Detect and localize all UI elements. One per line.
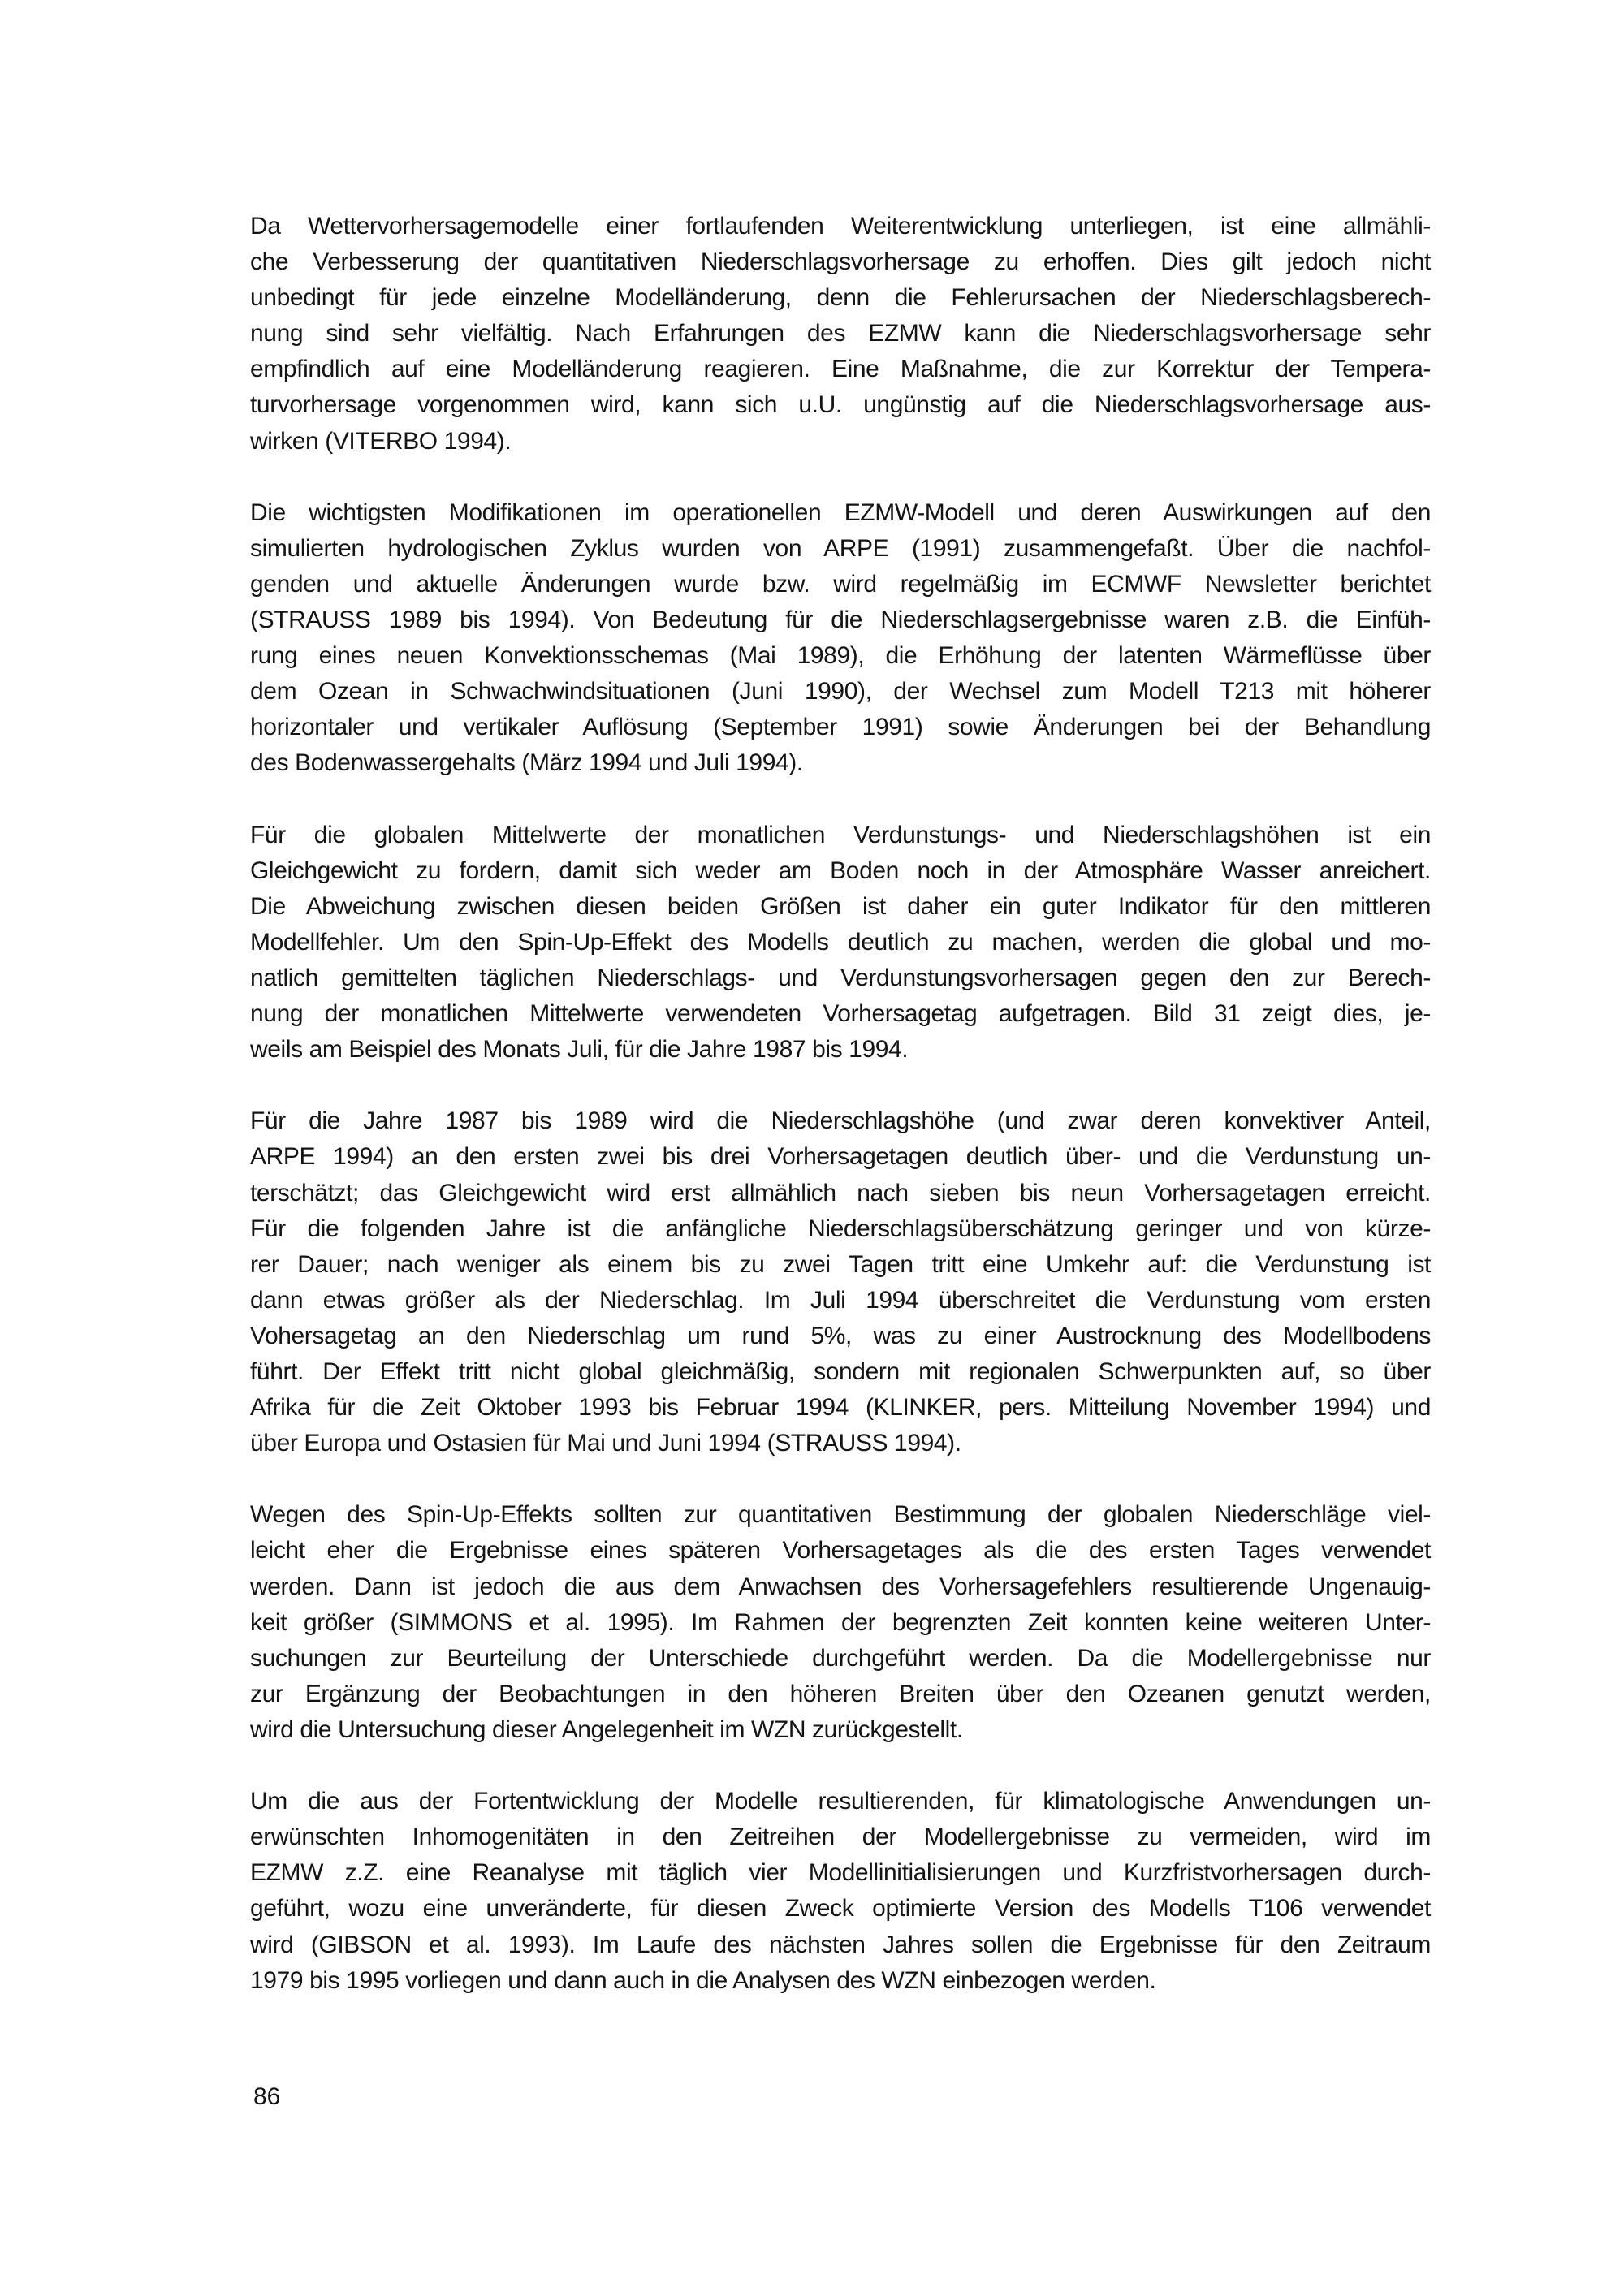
text-line: Vohersagetag an den Niederschlag um rund 5%, was zu einer Austrocknung des Modellbodens (250, 1322, 1431, 1349)
text-line: Für die Jahre 1987 bis 1989 wird die Niederschlagshöhe (und zwar deren konvektiver Anteil, (250, 1107, 1431, 1135)
paragraph (250, 495, 1431, 782)
text-line: Da Wettervorhersagemodelle einer fortlaufenden Weiterentwicklung unterliegen, ist eine allmähli- (250, 213, 1431, 240)
page-number: 86 (253, 2083, 281, 2110)
text-line: simulierten hydrologischen Zyklus wurden von ARPE (1991) zusammengefaßt. Über die nachfol- (250, 534, 1431, 562)
text-line: wird (GIBSON et al. 1993). Im Laufe des nächsten Jahres sollen die Ergebnisse für den Zeitraum (250, 1931, 1431, 1958)
paragraph (250, 209, 1431, 460)
text-line: Wegen des Spin-Up-Effekts sollten zur quantitativen Bestimmung der globalen Niederschläge viel- (250, 1501, 1431, 1529)
text-line: Für die globalen Mittelwerte der monatlichen Verdunstungs- und Niederschlagshöhen ist ein (250, 821, 1431, 848)
text-line: dann etwas größer als der Niederschlag. Im Juli 1994 überschreitet die Verdunstung vom ersten (250, 1286, 1431, 1314)
text-line: Die wichtigsten Modifikationen im operationellen EZMW-Modell und deren Auswirkungen auf den (250, 498, 1431, 526)
text-line: des Bodenwassergehalts (März 1994 und Juli 1994). (250, 749, 803, 777)
text-line: turvorhersage vorgenommen wird, kann sich u.U. ungünstig auf die Niederschlagsvorhersage aus- (250, 391, 1431, 419)
text-line: zur Ergänzung der Beobachtungen in den höheren Breiten über den Ozeanen genutzt werden, (250, 1680, 1431, 1707)
text-line: weils am Beispiel des Monats Juli, für die Jahre 1987 bis 1994. (250, 1036, 909, 1064)
text-line: werden. Dann ist jedoch die aus dem Anwachsen des Vorhersagefehlers resultierende Ungenauig- (250, 1573, 1431, 1600)
text-line: Um die aus der Fortentwicklung der Modelle resultierenden, für klimatologische Anwendungen un- (250, 1788, 1431, 1815)
text-line: genden und aktuelle Änderungen wurde bzw. wird regelmäßig im ECMWF Newsletter berichtet (250, 570, 1431, 598)
text-line: natlich gemittelten täglichen Niederschlags- und Verdunstungsvorhersagen gegen den zur Berech- (250, 964, 1431, 991)
text-line: nung sind sehr vielfältig. Nach Erfahrungen des EZMW kann die Niederschlagsvorhersage sehr (250, 320, 1431, 347)
text-line: geführt, wozu eine unveränderte, für diesen Zweck optimierte Version des Modells T106 verwendet (250, 1895, 1431, 1923)
text-line: rung eines neuen Konvektionsschemas (Mai 1989), die Erhöhung der latenten Wärmeflüsse über (250, 642, 1431, 670)
paragraph (250, 1497, 1431, 1748)
text-line: rer Dauer; nach weniger als einem bis zu zwei Tagen tritt eine Umkehr auf: die Verdunstung ist (250, 1250, 1431, 1278)
text-line: Afrika für die Zeit Oktober 1993 bis Februar 1994 (KLINKER, pers. Mitteilung November 1994) und (250, 1394, 1431, 1422)
text-line: unbedingt für jede einzelne Modelländerung, denn die Fehlerursachen der Niederschlagsberech- (250, 284, 1431, 312)
text-line: Modellfehler. Um den Spin-Up-Effekt des Modells deutlich zu machen, werden die global und mo- (250, 928, 1431, 956)
paragraph (250, 1103, 1431, 1461)
text-line: Gleichgewicht zu fordern, damit sich weder am Boden noch in der Atmosphäre Wasser anreichert. (250, 857, 1431, 884)
text-line: EZMW z.Z. eine Reanalyse mit täglich vier Modellinitialisierungen und Kurzfristvorhersagen durch- (250, 1859, 1431, 1887)
text-line: horizontaler und vertikaler Auflösung (September 1991) sowie Änderungen bei der Behandlung (250, 714, 1431, 741)
text-line: (STRAUSS 1989 bis 1994). Von Bedeutung für die Niederschlagsergebnisse waren z.B. die Einfüh- (250, 606, 1431, 634)
text-line: empfindlich auf eine Modelländerung reagieren. Eine Maßnahme, die zur Korrektur der Tempera- (250, 356, 1431, 383)
document-body (250, 209, 1431, 2035)
text-line: ARPE 1994) an den ersten zwei bis drei Vorhersagetagen deutlich über- und die Verdunstung un- (250, 1143, 1431, 1171)
text-line: führt. Der Effekt tritt nicht global gleichmäßig, sondern mit regionalen Schwerpunkten auf, so über (250, 1358, 1431, 1385)
text-line: 1979 bis 1995 vorliegen und dann auch in die Analysen des WZN einbezogen werden. (250, 1966, 1156, 1994)
text-line: Für die folgenden Jahre ist die anfängliche Niederschlagsüberschätzung geringer und von kürze- (250, 1215, 1431, 1242)
paragraph (250, 818, 1431, 1068)
text-line: wirken (VITERBO 1994). (250, 427, 512, 455)
text-line: wird die Untersuchung dieser Angelegenheit im WZN zurückgestellt. (250, 1716, 963, 1743)
text-line: terschätzt; das Gleichgewicht wird erst allmählich nach sieben bis neun Vorhersagetagen erreicht. (250, 1179, 1431, 1206)
text-line: leicht eher die Ergebnisse eines späteren Vorhersagetages als die des ersten Tages verwendet (250, 1537, 1431, 1564)
text-line: che Verbesserung der quantitativen Niederschlagsvorhersage zu erhoffen. Dies gilt jedoch nicht (250, 248, 1431, 276)
paragraph (250, 1784, 1431, 1999)
text-line: suchungen zur Beurteilung der Unterschiede durchgeführt werden. Da die Modellergebnisse nur (250, 1644, 1431, 1672)
text-line: erwünschten Inhomogenitäten in den Zeitreihen der Modellergebnisse zu vermeiden, wird im (250, 1823, 1431, 1851)
text-line: Die Abweichung zwischen diesen beiden Größen ist daher ein guter Indikator für den mittleren (250, 892, 1431, 920)
text-line: dem Ozean in Schwachwindsituationen (Juni 1990), der Wechsel zum Modell T213 mit höherer (250, 678, 1431, 706)
text-line: über Europa und Ostasien für Mai und Juni 1994 (STRAUSS 1994). (250, 1430, 961, 1457)
text-line: nung der monatlichen Mittelwerte verwendeten Vorhersagetag aufgetragen. Bild 31 zeigt dies, je- (250, 1000, 1431, 1028)
text-line: keit größer (SIMMONS et al. 1995). Im Rahmen der begrenzten Zeit konnten keine weiteren Unter- (250, 1608, 1431, 1636)
